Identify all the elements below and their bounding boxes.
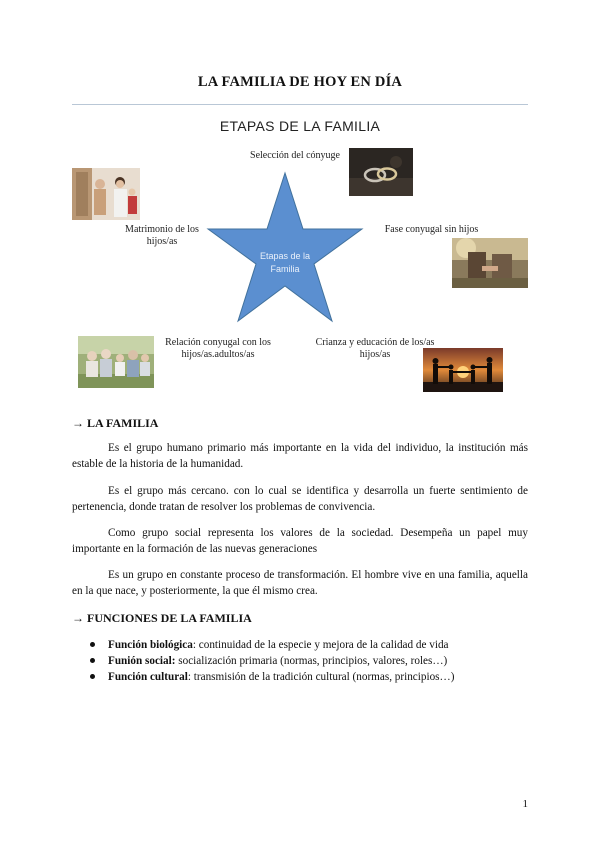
page-title: LA FAMILIA DE HOY EN DÍA bbox=[197, 74, 403, 90]
stage-label-crianza: Crianza y educación de los/as hijos/as bbox=[315, 337, 435, 360]
star-center-label-line2: Familia bbox=[270, 264, 300, 274]
function-text: socialización primaria (normas, principios, valores, roles…) bbox=[178, 655, 448, 667]
paragraph: Es el grupo más cercano. con lo cual se identifica y desarrolla un fuerte sentimiento de pertenencia, donde tratan de resolver los problemas de convivencia. bbox=[72, 485, 528, 513]
function-term: Funión social: bbox=[108, 655, 176, 667]
section-heading-familia: → LA FAMILIA bbox=[72, 416, 159, 430]
function-term: Función biológica bbox=[108, 639, 193, 651]
star-center-label-line1: Etapas de la bbox=[259, 251, 311, 261]
diagram-title: ETAPAS DE LA FAMILIA bbox=[219, 118, 381, 134]
list-item bbox=[88, 637, 528, 653]
couple-holding-hands-photo bbox=[452, 238, 528, 288]
multi-generation-family-photo bbox=[78, 336, 154, 388]
section-heading-funciones: → FUNCIONES DE LA FAMILIA bbox=[72, 611, 252, 625]
bullet-icon bbox=[90, 642, 95, 647]
list-item bbox=[88, 669, 528, 685]
figure-top-rule bbox=[72, 104, 528, 105]
wedding-rings-photo bbox=[349, 148, 413, 196]
stage-label-fase-conyugal: Fase conyugal sin hijos bbox=[384, 224, 479, 235]
stage-label-relacion-adultos: Relación conyugal con los hijos/as.adultos/as bbox=[165, 337, 271, 360]
family-stages-diagram bbox=[72, 104, 528, 400]
stage-label-matrimonio-hijos: Matrimonio de los hijos/as bbox=[125, 224, 199, 247]
couple-at-door-photo bbox=[72, 168, 140, 220]
page-number: 1 bbox=[522, 798, 528, 810]
functions-list bbox=[88, 637, 528, 685]
function-text: continuidad de la especie y mejora de la calidad de vida bbox=[198, 639, 449, 651]
function-text: transmisión de la tradición cultural (normas, principios…) bbox=[193, 671, 455, 683]
bullet-icon bbox=[90, 674, 95, 679]
stage-label-seleccion: Selección del cónyuge bbox=[250, 150, 340, 161]
paragraph: Es el grupo humano primario más importante en la vida del individuo, la institución más estable de la historia de la humanidad. bbox=[72, 442, 528, 470]
function-separator: : bbox=[187, 671, 194, 683]
list-item bbox=[88, 653, 528, 669]
family-silhouette-sunset-photo bbox=[423, 348, 503, 392]
bullet-icon bbox=[90, 658, 95, 663]
function-term: Función cultural bbox=[108, 671, 188, 683]
paragraph: Es un grupo en constante proceso de transformación. El hombre vive en una familia, aquella en la que nace, y posteriormente, la que él mismo crea. bbox=[72, 569, 528, 597]
star-shape bbox=[205, 171, 365, 331]
function-separator: : bbox=[192, 639, 199, 651]
paragraph: Como grupo social representa los valores de la sociedad. Desempeña un papel muy importante en la formación de las nuevas generaciones bbox=[72, 527, 528, 555]
